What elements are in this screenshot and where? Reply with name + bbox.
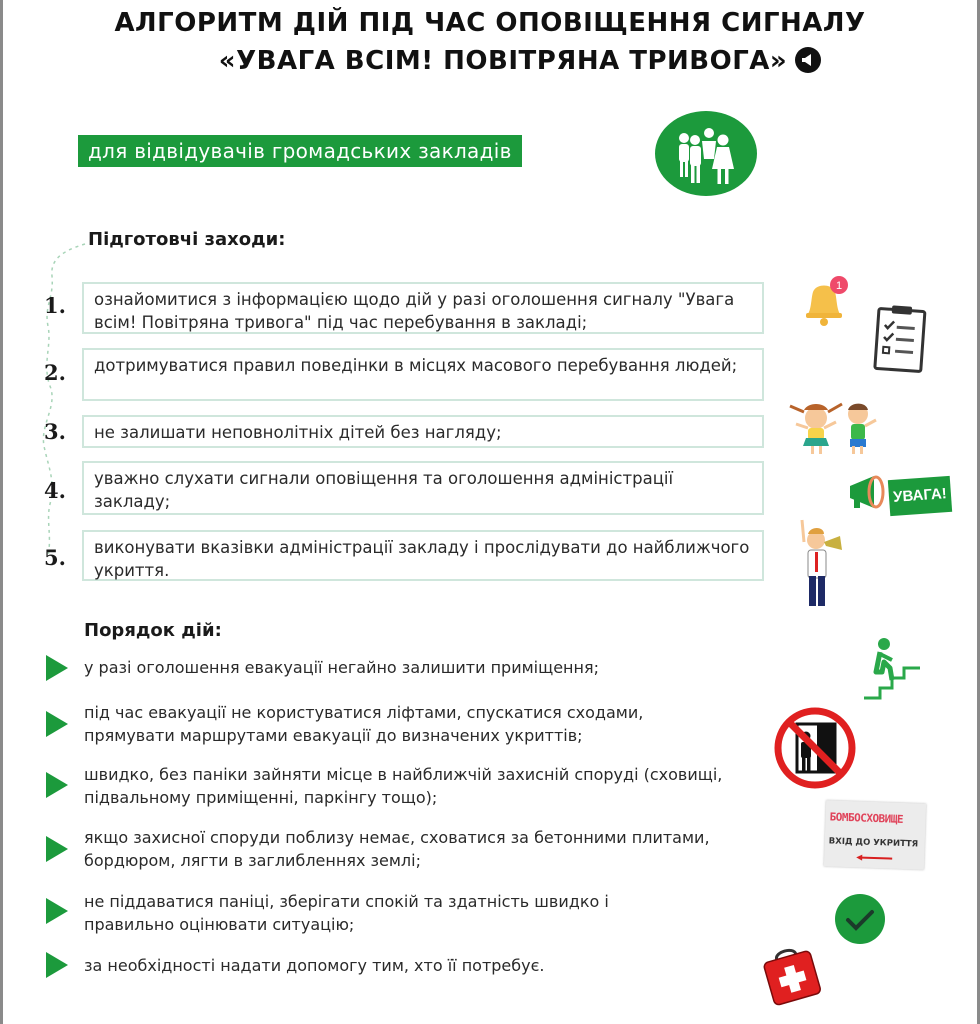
action-item-6: за необхідності надати допомогу тим, хто її потребує.: [84, 956, 545, 975]
arrow-left-icon: [854, 853, 894, 862]
people-group-icon: [655, 111, 757, 196]
action-item-5: не піддаватися паніці, зберігати спокій та здатність швидко і правильно оцінювати ситуацію;: [84, 892, 609, 934]
action-bullet-2: [46, 711, 68, 737]
shelter-sign-subtitle: ВХІД ДО УКРИТТЯ: [828, 836, 919, 850]
step-number-2: 2.: [44, 360, 66, 385]
megaphone-icon: [795, 47, 821, 73]
preparation-heading: Підготовчі заходи:: [88, 229, 286, 250]
step-box-4: уважно слухати сигнали оповіщення та оголошення адміністрації закладу;: [82, 461, 764, 515]
step-box-1: ознайомитися з інформацією щодо дій у разі оголошення сигналу "Увага всім! Повітряна тривога" під час перебування в закладі;: [82, 282, 764, 334]
dashed-path-connector: [30, 236, 90, 576]
title-line-1: АЛГОРИТМ ДІЙ ПІД ЧАС ОПОВІЩЕННЯ СИГНАЛУ: [114, 8, 866, 38]
action-bullet-4: [46, 836, 68, 862]
action-bullet-6: [46, 952, 68, 978]
title-line-2: [30, 46, 980, 76]
action-bullet-3: [46, 772, 68, 798]
bomb-shelter-sign: [824, 800, 926, 869]
step-box-3: не залишати неповнолітніх дітей без нагляду;: [82, 415, 764, 448]
bell-notification-icon: [800, 274, 852, 335]
action-bullet-5: [46, 898, 68, 924]
action-item-3: швидко, без паніки зайняти місце в найближчій захисній споруді (сховищі, підвальному приміщенні, паркінгу тощо);: [84, 765, 723, 807]
bell-badge-count: 1: [835, 280, 843, 292]
man-with-megaphone-illustration: [794, 516, 854, 617]
checklist-clipboard-icon: [872, 302, 928, 379]
uvaga-speech-bubble: УВАГА!: [888, 476, 952, 516]
step-box-2: дотримуватися правил поведінки в місцях масового перебування людей;: [82, 348, 764, 401]
audience-banner: для відвідувачів громадських закладів: [78, 135, 522, 167]
page-border-left: [0, 0, 3, 1024]
step-number-3: 3.: [44, 419, 66, 444]
children-playing-illustration: [786, 398, 886, 465]
no-elevator-prohibition-icon: [773, 706, 857, 795]
stairs-exit-icon: [864, 636, 924, 707]
shelter-sign-title: БОМБОСХОВИЩЕ: [829, 810, 904, 826]
step-box-5: виконувати вказівки адміністрації закладу і прослідувати до найближчого укриття.: [82, 530, 764, 581]
step-number-1: 1.: [44, 293, 66, 318]
step-number-4: 4.: [44, 478, 66, 503]
megaphone-green-icon: [846, 470, 894, 519]
checkmark-circle-icon: [834, 893, 886, 950]
title-line-2-text: «УВАГА ВСІМ! ПОВІТРЯНА ТРИВОГА»: [218, 46, 788, 76]
action-item-1: у разі оголошення евакуації негайно залишити приміщення;: [84, 658, 599, 677]
action-item-4: якщо захисної споруди поблизу немає, сховатися за бетонними плитами, бордюром, лягти в заглибленнях землі;: [84, 828, 710, 870]
actions-heading: Порядок дій:: [84, 620, 222, 641]
step-number-5: 5.: [44, 545, 66, 570]
action-item-2: під час евакуації не користуватися ліфтами, спускатися сходами, прямувати маршрутами евакуації до визначених укриттів;: [84, 703, 644, 745]
first-aid-kit-icon: [762, 942, 822, 1017]
action-bullet-1: [46, 655, 68, 681]
